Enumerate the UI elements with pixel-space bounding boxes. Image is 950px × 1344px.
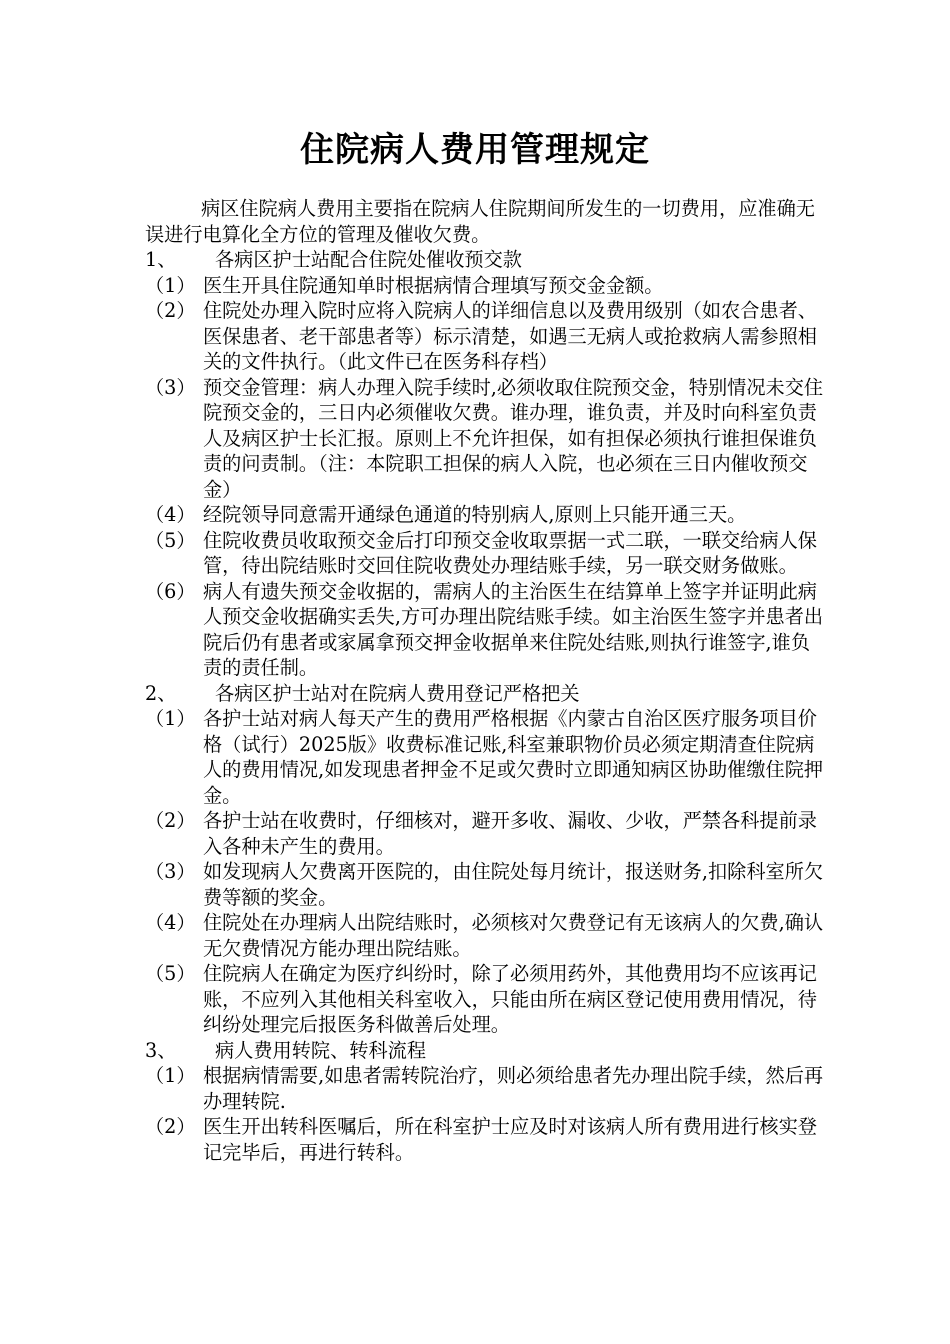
item-text: 医生开出转科医嘱后，所在科室护士应及时对该病人所有费用进行核实登记完毕后，再进行转科。 — [203, 1115, 817, 1164]
list-item — [145, 1114, 825, 1165]
item-text: 各护士站对病人每天产生的费用严格根据《内蒙古自治区医疗服务项目价格（试行）2025版》收费标准记账,科室兼职物价员必须定期清查住院病人的费用情况,如发现患者押金不足或欠费时立即通知病区协助催缴住院押金。 — [203, 707, 824, 807]
list-item — [145, 1063, 825, 1114]
item-number: （5） — [145, 962, 196, 985]
section-heading-1 — [145, 247, 825, 273]
intro-paragraph: 病区住院病人费用主要指在院病人住院期间所发生的一切费用，应准确无误进行电算化全方位的管理及催收欠费。 — [145, 197, 815, 246]
item-text: 如发现病人欠费离开医院的，由住院处每月统计，报送财务,扣除科室所欠费等额的奖金。 — [203, 860, 824, 909]
item-number: （4） — [145, 503, 196, 526]
section-title: 各病区护士站配合住院处催收预交款 — [215, 248, 522, 271]
section-number: 1、 — [145, 248, 177, 271]
item-text: 预交金管理：病人办理入院手续时,必须收取住院预交金，特别情况未交住院预交金的，三日内必须催收欠费。谁办理，谁负责，并及时向科室负责人及病区护士长汇报。原则上不允许担保，如有担保必须执行谁担保谁负责的问责制。（注：本院职工担保的病人入院，也必须在三日内催收预交金） — [203, 375, 824, 501]
item-text: 医生开具住院通知单时根据病情合理填写预交金金额。 — [203, 273, 664, 297]
section-title: 病人费用转院、转科流程 — [215, 1038, 427, 1062]
item-text: 住院病人在确定为医疗纠纷时，除了必须用药外，其他费用均不应该再记账，不应列入其他相关科室收入，只能由所在病区登记使用费用情况，待纠纷处理完后报医务科做善后处理。 — [203, 962, 817, 1036]
item-number: （1） — [145, 1064, 196, 1087]
item-number: （2） — [145, 809, 196, 832]
item-number: （6） — [145, 579, 196, 603]
list-item — [145, 808, 825, 859]
list-item — [145, 706, 825, 808]
item-number: （3） — [145, 860, 196, 883]
item-text: 住院处在办理病人出院结账时，必须核对欠费登记有无该病人的欠费,确认无欠费情况方能办理出院结账。 — [203, 911, 824, 960]
item-text: 住院处办理入院时应将入院病人的详细信息以及费用级别（如农合患者、医保患者、老干部患者等）标示清楚，如遇三无病人或抢救病人需参照相关的文件执行。（此文件已在医务科存档） — [203, 299, 817, 373]
document-body — [145, 196, 825, 1165]
item-text: 经院领导同意需开通绿色通道的特别病人,原则上只能开通三天。 — [203, 503, 747, 526]
item-text: 根据病情需要,如患者需转院治疗，则必须给患者先办理出院手续，然后再办理转院. — [203, 1064, 824, 1113]
item-number: （4） — [145, 911, 196, 934]
section-number: 2、 — [145, 681, 177, 705]
list-item — [145, 298, 825, 375]
list-item — [145, 859, 825, 910]
section-heading-3 — [145, 1038, 825, 1064]
section-number: 3、 — [145, 1038, 177, 1062]
section-heading-2 — [145, 681, 825, 707]
item-number: （1） — [145, 273, 196, 297]
list-item — [145, 961, 825, 1038]
list-item — [145, 273, 825, 299]
item-text: 住院收费员收取预交金后打印预交金收取票据一式二联，一联交给病人保管，待出院结账时交回住院收费处办理结账手续，另一联交财务做账。 — [203, 528, 817, 577]
item-number: （3） — [145, 375, 196, 399]
list-item — [145, 910, 825, 961]
item-number: （2） — [145, 299, 196, 322]
list-item — [145, 528, 825, 579]
item-number: （2） — [145, 1115, 196, 1138]
document-title: 住院病人费用管理规定 — [300, 130, 650, 170]
section-title: 各病区护士站对在院病人费用登记严格把关 — [215, 681, 580, 705]
item-number: （1） — [145, 707, 196, 730]
item-text: 病人有遗失预交金收据的，需病人的主治医生在结算单上签字并证明此病人预交金收据确实丢失,方可办理出院结账手续。如主治医生签字并患者出院后仍有患者或家属拿预交押金收据单来住院处结账,则执行谁签字,谁负责的责任制。 — [203, 579, 824, 679]
list-item — [145, 502, 825, 528]
item-number: （5） — [145, 528, 196, 552]
item-text: 各护士站在收费时，仔细核对，避开多收、漏收、少收，严禁各科提前录入各种未产生的费用。 — [203, 809, 817, 858]
list-item — [145, 375, 825, 503]
list-item — [145, 579, 825, 681]
